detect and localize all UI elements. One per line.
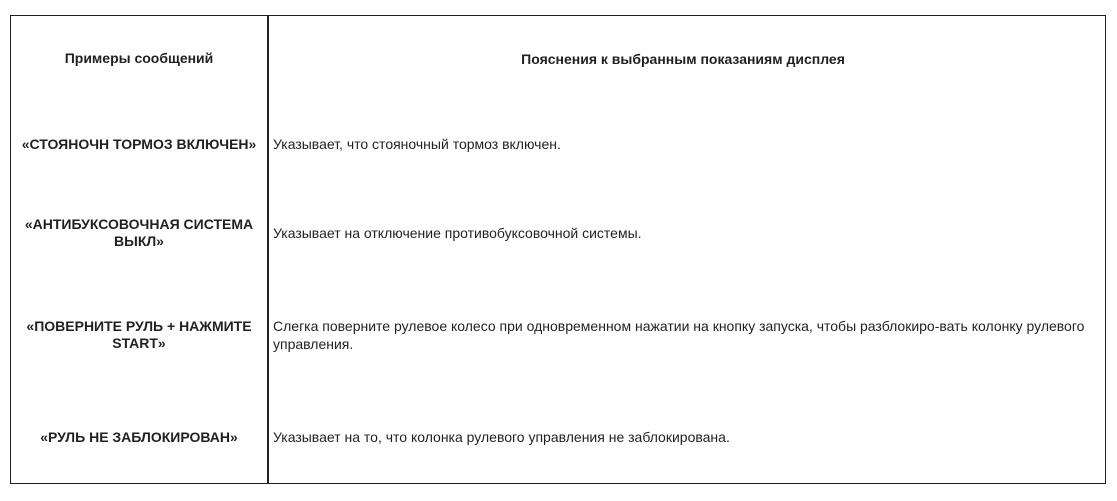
message-cell: «СТОЯНОЧН ТОРМОЗ ВКЛЮЧЕН» <box>11 101 269 187</box>
table-row <box>11 391 1105 483</box>
table-header-row <box>11 16 1105 101</box>
message-cell: «РУЛЬ НЕ ЗАБЛОКИРОВАН» <box>11 391 269 483</box>
header-explanations: Пояснения к выбранным показаниям дисплея <box>521 50 845 67</box>
description-cell: Указывает, что стояночный тормоз включен. <box>273 136 561 152</box>
message-cell: «АНТИБУКСОВОЧНАЯ СИСТЕМА ВЫКЛ» <box>11 187 269 278</box>
display-messages-table <box>10 15 1106 484</box>
description-cell: Слегка поверните рулевое колесо при одновременном нажатии на кнопку запуска, чтобы разблокиро-вать колонку рулевого управления. <box>273 317 1085 352</box>
table-row <box>11 278 1105 391</box>
table-row <box>11 101 1105 187</box>
table-row <box>11 187 1105 278</box>
description-cell: Указывает на отключение противобуксовочной системы. <box>273 224 642 241</box>
message-cell: «ПОВЕРНИТЕ РУЛЬ + НАЖМИТЕ START» <box>11 278 269 391</box>
description-cell: Указывает на то, что колонка рулевого управления не заблокирована. <box>273 429 730 445</box>
header-message-examples: Примеры сообщений <box>11 16 269 101</box>
